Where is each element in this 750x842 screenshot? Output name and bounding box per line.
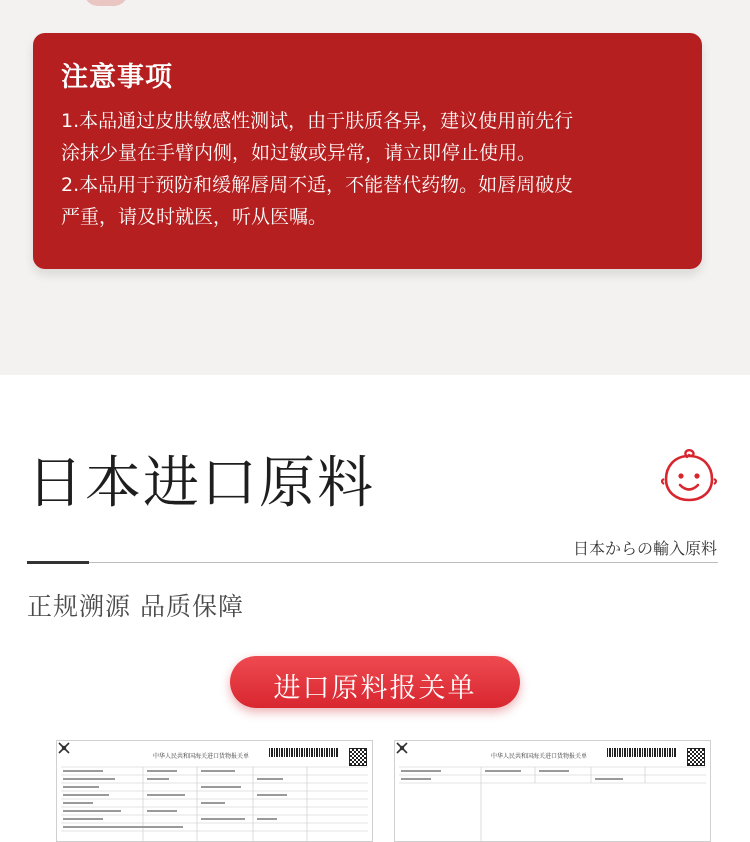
notice-title: 注意事项 [61, 62, 173, 93]
section-subtitle-jp: 日本からの輸入原料 [572, 539, 717, 558]
notice-text [61, 105, 684, 233]
product-edge-decoration [84, 0, 128, 6]
notice-line: 2.本品用于预防和缓解唇周不适，不能替代药物。如唇周破皮 [61, 174, 574, 196]
customs-emblem-icon [57, 741, 71, 755]
section-title: 日本进口原料 [27, 451, 375, 516]
notice-line: 严重，请及时就医，听从医嘱。 [61, 206, 328, 228]
customs-document-title: 中华人民共和国海关进口货物报关单 [153, 753, 250, 760]
divider-accent [27, 561, 89, 564]
barcode [269, 748, 339, 757]
customs-declaration-button-label: 进口原料报关单 [273, 673, 477, 704]
qr-code [349, 748, 367, 766]
customs-document-image [394, 740, 711, 842]
notice-line: 1.本品通过皮肤敏感性测试，由于肤质各异，建议使用前先行 [61, 110, 574, 132]
baby-face-icon [660, 448, 718, 506]
divider [27, 562, 718, 563]
notice-line: 涂抹少量在手臂内侧，如过敏或异常，请立即停止使用。 [61, 142, 537, 164]
customs-document-title: 中华人民共和国海关进口货物报关单 [491, 753, 588, 760]
customs-declaration-button[interactable] [230, 656, 520, 708]
qr-code [687, 748, 705, 766]
tagline: 正规溯源 品质保障 [27, 592, 244, 621]
barcode [607, 748, 677, 757]
customs-document-image [56, 740, 373, 842]
notice-card [33, 33, 702, 269]
top-panel [0, 0, 750, 375]
customs-emblem-icon [395, 741, 409, 755]
